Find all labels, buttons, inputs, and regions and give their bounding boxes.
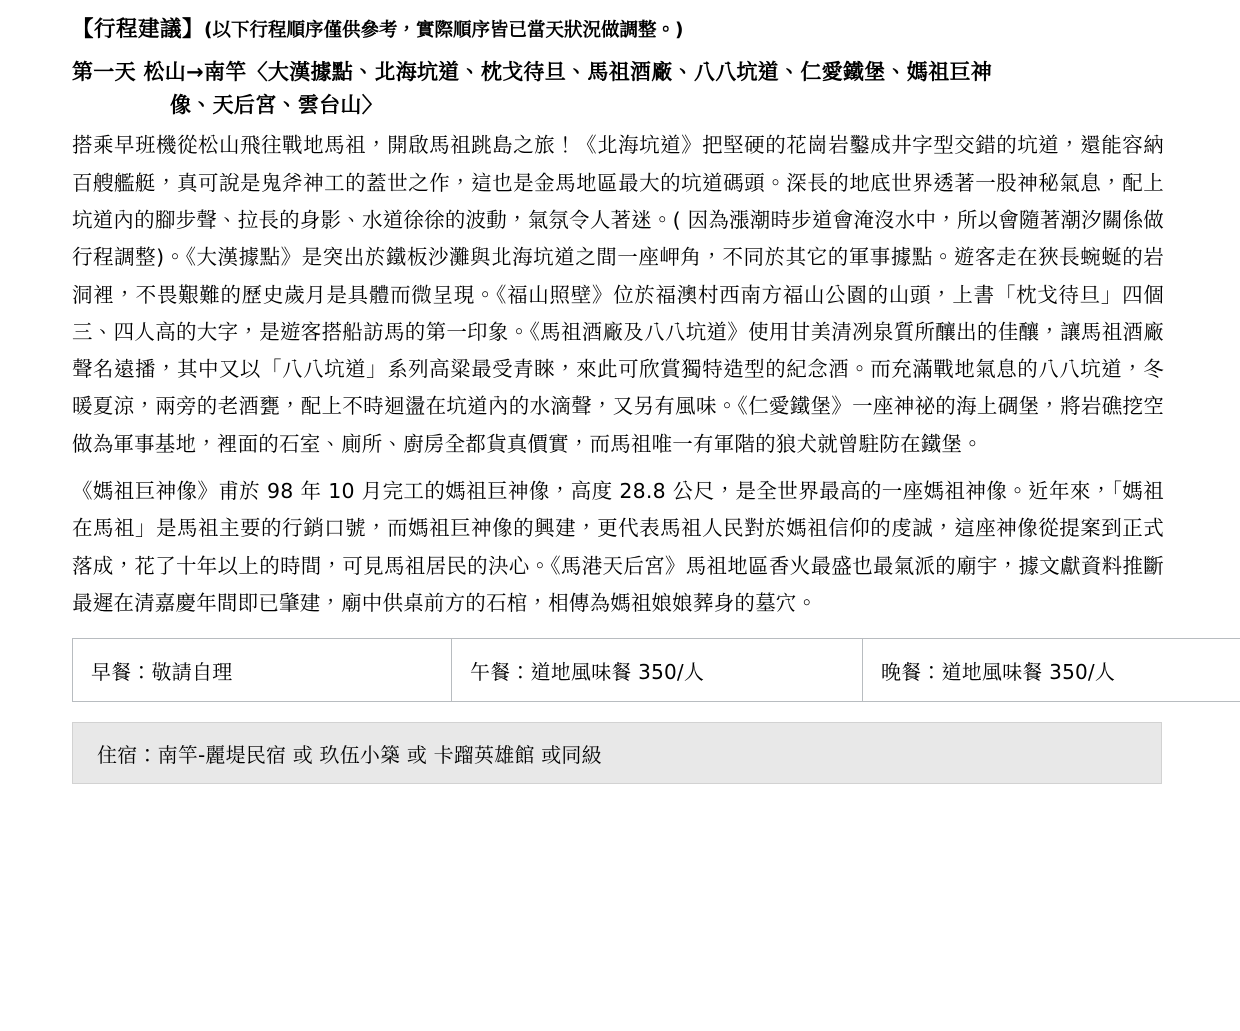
day-title [72,56,1164,121]
section-heading-title: 【行程建議】 [72,17,205,42]
table-row [73,639,1240,702]
meal-lunch: 午餐：道地風味餐 350/人 [452,639,863,702]
meal-breakfast: 早餐：敬請自理 [73,639,452,702]
lodging-label: 住宿：南竿-麗堤民宿 或 玖伍小築 或 卡蹓英雄館 或同級 [97,742,602,767]
lodging-bar [72,722,1162,784]
day-title-line-1: 第一天 松山→南竿〈大漢據點、北海坑道、枕戈待旦、馬祖酒廠、八八坑道、仁愛鐵堡、媽祖巨神 [72,60,993,85]
section-heading-note: (以下行程順序僅供參考，實際順序皆已當天狀況做調整。) [204,20,684,41]
day-title-line-2: 像、天后宮、雲台山〉 [170,92,383,117]
meals-table [72,638,1240,702]
paragraph-day1-description: 搭乘早班機從松山飛往戰地馬祖，開啟馬祖跳島之旅！《北海坑道》把堅硬的花崗岩鑿成井字型交錯的坑道，還能容納百艘艦艇，真可說是鬼斧神工的蓋世之作，這也是金馬地區最大的坑道碼頭。深長的地底世界透著一股神秘氣息，配上坑道內的腳步聲、拉長的身影、水道徐徐的波動，氣氛令人著迷。( 因為漲潮時步道會淹沒水中，所以會隨著潮汐關係做行程調整)。《大漢據點》是突出於鐵板沙灘與北海坑道之間一座岬角，不同於其它的軍事據點。遊客走在狹長蜿蜒的岩洞裡，不畏艱難的歷史歲月是具體而微呈現。《福山照壁》位於福澳村西南方福山公園的山頭，上書「枕戈待旦」四個三、四人高的大字，是遊客搭船訪馬的第一印象。《馬祖酒廠及八八坑道》使用甘美清冽泉質所釀出的佳釀，讓馬祖酒廠聲名遠播，其中又以「八八坑道」系列高粱最受青睞，來此可欣賞獨特造型的紀念酒。而充滿戰地氣息的八八坑道，冬暖夏涼，兩旁的老酒甕，配上不時迴盪在坑道內的水滴聲，又另有風味。《仁愛鐵堡》一座神祕的海上碉堡，將岩礁挖空做為軍事基地，裡面的石室、廁所、廚房全都貨真價實，而馬祖唯一有軍階的狼犬就曾駐防在鐵堡。 [72,133,1164,456]
section-heading [72,14,1164,46]
paragraph-mazu-statue: 《媽祖巨神像》甫於 98 年 10 月完工的媽祖巨神像，高度 28.8 公尺，是全世界最高的一座媽祖神像。近年來，「媽祖在馬祖」是馬祖主要的行銷口號，而媽祖巨神像的興建，更代表馬祖人民對於媽祖信仰的虔誠，這座神像從提案到正式落成，花了十年以上的時間，可見馬祖居民的決心。《馬港天后宮》馬祖地區香火最盛也最氣派的廟宇，據文獻資料推斷最遲在清嘉慶年間即已肇建，廟中供桌前方的石棺，相傳為媽祖娘娘葬身的墓穴。 [72,479,1164,615]
meal-dinner: 晚餐：道地風味餐 350/人 [863,639,1240,702]
